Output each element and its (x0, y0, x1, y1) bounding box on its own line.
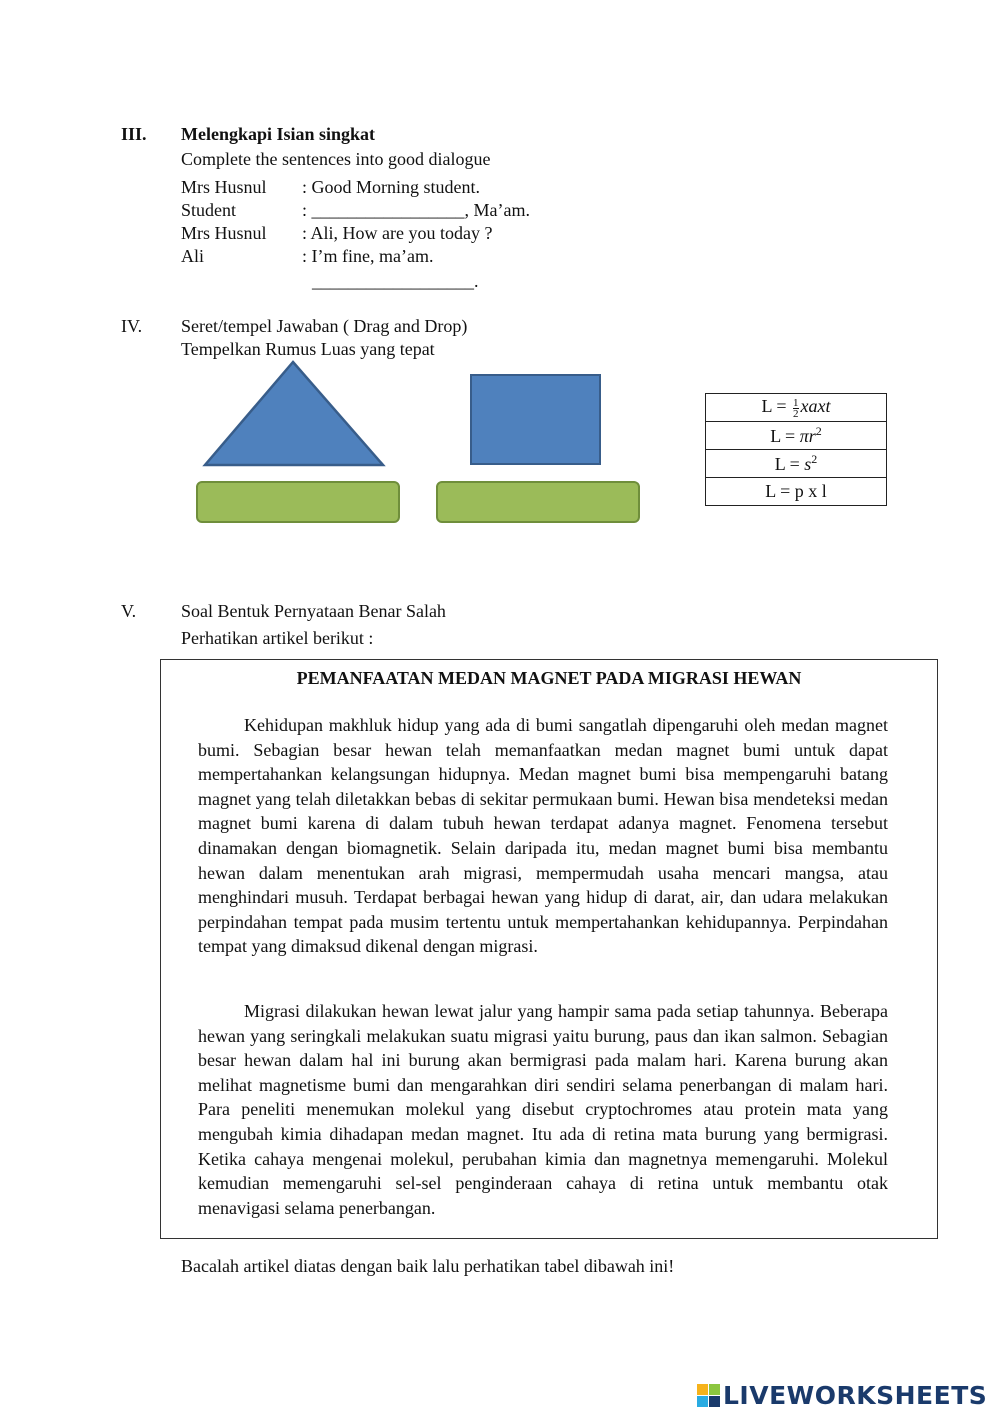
formula-square-option[interactable]: $L = s^2$ (706, 450, 887, 478)
dialogue-speaker: Mrs Husnul (181, 177, 267, 197)
section-3-number: III. (121, 124, 147, 144)
dialogue-line: : Ali, How are you today ? (302, 223, 493, 243)
section-3-title: Melengkapi Isian singkat (181, 124, 376, 144)
article-paragraph: Kehidupan makhluk hidup yang ada di bumi sangatlah dipengaruhi oleh medan magnet bumi. Sebagian besar hewan telah memanfaatkan medan magnet bumi untuk dapat mempertahankan kelangsungan hidupnya. Medan magnet bumi bisa mempengaruhi batang magnet yang telah diletakkan bebas di sekitar permukaan bumi. Hewan bisa mendeteksi medan magnet bumi karena di dalam tubuh hewan terdapat adanya magnet. Fenomena tersebut dinamakan dengan biomagnetik. Selain daripada itu, medan magnet bumi bisa membantu hewan dalam menentukan arah migrasi, mempermudah usaha mencari mangsa, atau menghindari musuh. Terdapat berbagai hewan yang hidup di darat, air, dan udara melakukan perpindahan tempat pada musim tertentu untuk mempertahankan kehidupannya. Perpindahan tempat yang dimaksud dikenal dengan migrasi. (198, 715, 888, 957)
section-4-instruction: Tempelkan Rumus Luas yang tepat (181, 339, 435, 359)
formula-circle-option[interactable]: $L = \pi r^2$ (706, 422, 887, 450)
dialogue-speaker: Student (181, 200, 237, 220)
article-box (160, 659, 938, 1239)
section-5-title: Soal Bentuk Pernyataan Benar Salah (181, 601, 446, 621)
formula-triangle-option[interactable]: L = $\frac{1}{2}$ xaxt (706, 394, 887, 422)
article-paragraph: Migrasi dilakukan hewan lewat jalur yang hampir sama pada setiap tahunnya. Beberapa hewan yang seringkali melakukan suatu migrasi yaitu burung, paus dan ikan salmon. Sebagian besar hewan dalam hal ini burung akan bermigrasi pada malam hari. Karena burung akan melihat magnetisme bumi dan mengarahkan diri sendiri selama penerbangan di malam hari. Para peneliti menemukan molekul yang disebut cryptochromes atau protein mata yang mengubah kimia dihadapan medan magnet. Itu ada di retina mata burung yang bermigrasi. Ketika cahaya mengenai molekul, perubahan kimia dan magnetnya memengaruhi. Molekul kemudian memengaruhi sel-sel penginderaan cahaya di retina untuk membantu otak menavigasi selama penerbangan. (198, 1001, 888, 1218)
formula-rectangle-option[interactable]: L = p x l (706, 478, 887, 506)
article-title: PEMANFAATAN MEDAN MAGNET PADA MIGRASI HEWAN (296, 668, 802, 688)
logo-text: LIVEWORKSHEETS (723, 1380, 988, 1410)
dialogue-line: : I’m fine, ma’am. (302, 246, 434, 266)
dialogue-line: : Good Morning student. (302, 177, 480, 197)
dialogue-answer-blank[interactable]: __________________. (312, 271, 479, 291)
dialogue-answer-blank[interactable]: : _________________, Ma’am. (302, 200, 530, 220)
square-drop-zone[interactable] (436, 481, 640, 523)
section-5-number: V. (121, 601, 137, 621)
triangle-drop-zone[interactable] (196, 481, 400, 523)
section-4-title: Seret/tempel Jawaban ( Drag and Drop) (181, 316, 468, 336)
triangle-shape (200, 360, 390, 470)
formula-options-table (705, 393, 887, 506)
logo-icon (697, 1384, 720, 1407)
liveworksheets-logo (697, 1380, 987, 1410)
square-shape (470, 374, 601, 465)
closing-instruction: Bacalah artikel diatas dengan baik lalu perhatikan tabel dibawah ini! (181, 1256, 675, 1276)
dialogue-speaker: Mrs Husnul (181, 223, 267, 243)
section-4-number: IV. (121, 316, 143, 336)
section-5-instruction: Perhatikan artikel berikut : (181, 628, 374, 648)
dialogue-speaker: Ali (181, 246, 205, 266)
section-3-instruction: Complete the sentences into good dialogue (181, 149, 491, 169)
